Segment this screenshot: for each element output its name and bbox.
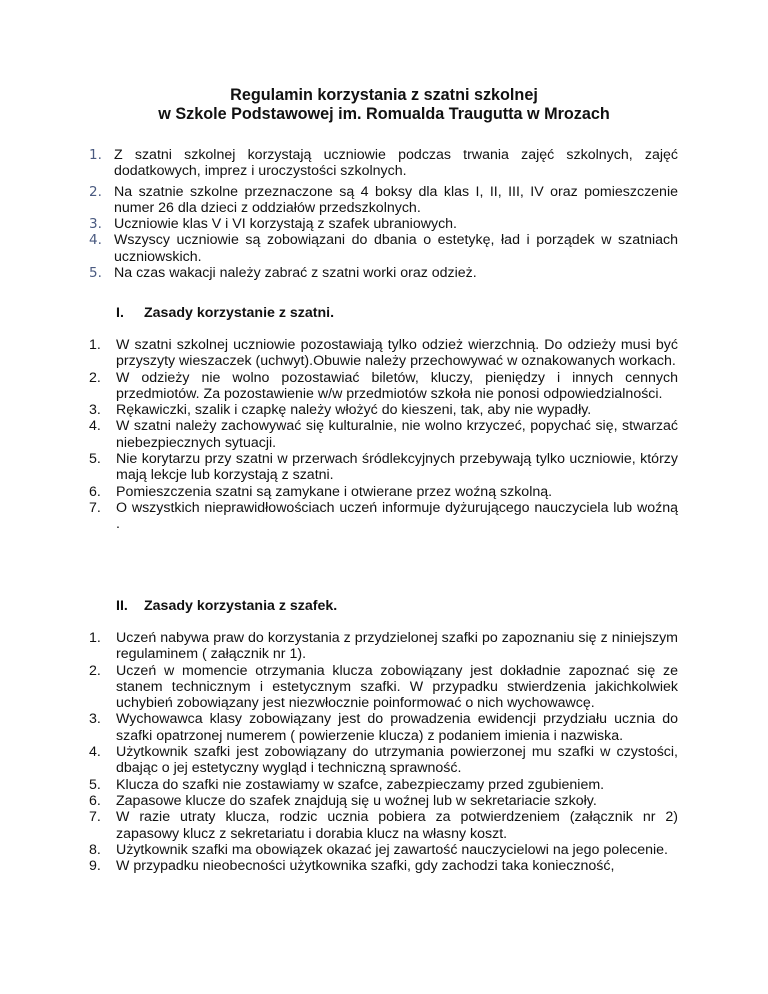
item-number: 7. [89,499,101,516]
item-text: W razie utraty klucza, rodzic ucznia pobiera za potwierdzeniem (załącznik nr 2) zapasowy klucz z sekretariatu i dorabia klucz na własny koszt. [116,809,678,842]
list-item [89,630,678,663]
item-text: W przypadku nieobecności użytkownika szafki, gdy zachodzi taka konieczność, [116,858,615,875]
item-number: 4. [89,418,101,435]
item-text: Nie korytarzu przy szatni w przerwach śródlekcyjnych przebywają tylko uczniowie, którzy mają lekcje lub korzystają z szatni. [116,451,678,484]
item-number: 5. [89,451,101,468]
item-number: 3. [89,216,102,233]
list-item [89,451,678,484]
list-item [89,265,678,281]
intro-list [89,147,678,281]
item-text: Użytkownik szafki jest zobowiązany do utrzymania powierzonej mu szafki w czystości, dbając o jej estetyczny wygląd i techniczną sprawność. [116,744,678,777]
list-item [89,418,678,451]
item-number: 2. [89,662,101,679]
item-number: 5. [89,265,102,282]
item-number: 6. [89,483,101,500]
item-number: 5. [89,776,101,793]
item-number: 1. [89,337,101,353]
item-text: Uczeń w momencie otrzymania klucza zobowiązany jest dokładnie zapoznać się ze stanem technicznym i estetycznym szafki. W przypadku stwierdzenia jakichkolwiek uchybień zobowiązany jest niezwłocznie poinformować o nich wychowawcę. [116,662,678,712]
item-number: 8. [89,841,101,858]
item-number: 4. [89,744,101,761]
item-number: 1. [89,147,102,163]
item-text: Na czas wakacji należy zabrać z szatni worki oraz odzież. [114,265,477,282]
section-heading-szatnia [116,305,334,321]
item-number: 2. [89,183,102,200]
item-text: W szatni szkolnej uczniowie pozostawiają tylko odzież wierzchnią. Do odzieży musi być przyszyty wieszaczek (uchwyt).Obuwie należy przechowywać w oznakowanych workach. [116,337,678,370]
list-item [89,500,678,533]
item-text: Wszyscy uczniowie są zobowiązani do dbania o estetykę, ład i porządek w szatniach uczniowskich. [114,232,678,265]
item-text: Użytkownik szafki ma obowiązek okazać jej zawartość nauczycielowi na jego polecenie. [116,841,668,858]
item-text: Pomieszczenia szatni są zamykane i otwierane przez woźną szkolną. [116,483,553,500]
item-text: Uczniowie klas V i VI korzystają z szafek ubraniowych. [114,216,457,233]
item-number: 9. [89,858,101,875]
list-item [89,370,678,403]
document-title [0,86,768,124]
item-text: Uczeń nabywa praw do korzystania z przydzielonej szafki po zapoznaniu się z niniejszym regulaminem ( załącznik nr 1). [116,630,678,663]
item-number: 4. [89,232,102,249]
item-text: W odzieży nie wolno pozostawiać biletów, kluczy, pieniędzy i innych cennych przedmiotów. Za pozostawienie w/w przedmiotów szkoła nie ponosi odpowiedzialności. [116,369,678,402]
list-item [89,484,678,500]
list-item [89,184,678,217]
list-item [89,711,678,744]
section-number: I. [116,305,124,321]
item-number: 6. [89,792,101,809]
item-text: Wychowawca klasy zobowiązany jest do prowadzenia ewidencji przydziału ucznia do szafki opatrzonej numerem ( powierzenie klucza) z podaniem imienia i nazwiska. [116,711,678,744]
item-text: W szatni należy zachowywać się kulturalnie, nie wolno krzyczeć, popychać się, stwarzać niebezpiecznych sytuacji. [116,418,678,451]
item-text: Klucza do szafki nie zostawiamy w szafce, zabezpieczamy przed zgubieniem. [116,776,605,793]
item-text: Rękawiczki, szalik i czapkę należy włożyć do kieszeni, tak, aby nie wypadły. [116,402,592,419]
section-heading-szafki [116,598,337,614]
list-item [89,216,678,232]
list-item [89,663,678,712]
list-item [89,232,678,265]
list-item [89,858,678,874]
item-text: Na szatnie szkolne przeznaczone są 4 boksy dla klas I, II, III, IV oraz pomieszczenie numer 26 dla dzieci z oddziałów przedszkolnych. [114,183,678,216]
list-item [89,809,678,842]
list-item [89,777,678,793]
list-item [89,337,678,370]
list-item [89,147,678,180]
title-line-2: w Szkole Podstawowej im. Romualda Traugutta w Mrozach [158,105,610,123]
item-number: 2. [89,369,101,386]
item-number: 1. [89,630,101,646]
item-number: 3. [89,402,101,419]
list-item [89,402,678,418]
item-text: O wszystkich nieprawidłowościach uczeń informuje dyżurującego nauczyciela lub woźną . [116,499,678,533]
section1-list [89,337,678,533]
item-text: Zapasowe klucze do szafek znajdują się u woźnej lub w sekretariacie szkoły. [116,792,597,809]
item-text: Z szatni szkolnej korzystają uczniowie podczas trwania zajęć szkolnych, zajęć dodatkowych, imprez i uroczystości szkolnych. [114,147,678,180]
list-item [89,842,678,858]
item-number: 7. [89,809,101,826]
section-title: Zasady korzystania z szafek. [144,598,338,614]
title-line-1: Regulamin korzystania z szatni szkolnej [230,86,538,104]
section2-list [89,630,678,874]
section-title: Zasady korzystanie z szatni. [144,305,335,321]
section-number: II. [116,598,128,614]
list-item [89,744,678,777]
list-item [89,793,678,809]
item-number: 3. [89,711,101,728]
